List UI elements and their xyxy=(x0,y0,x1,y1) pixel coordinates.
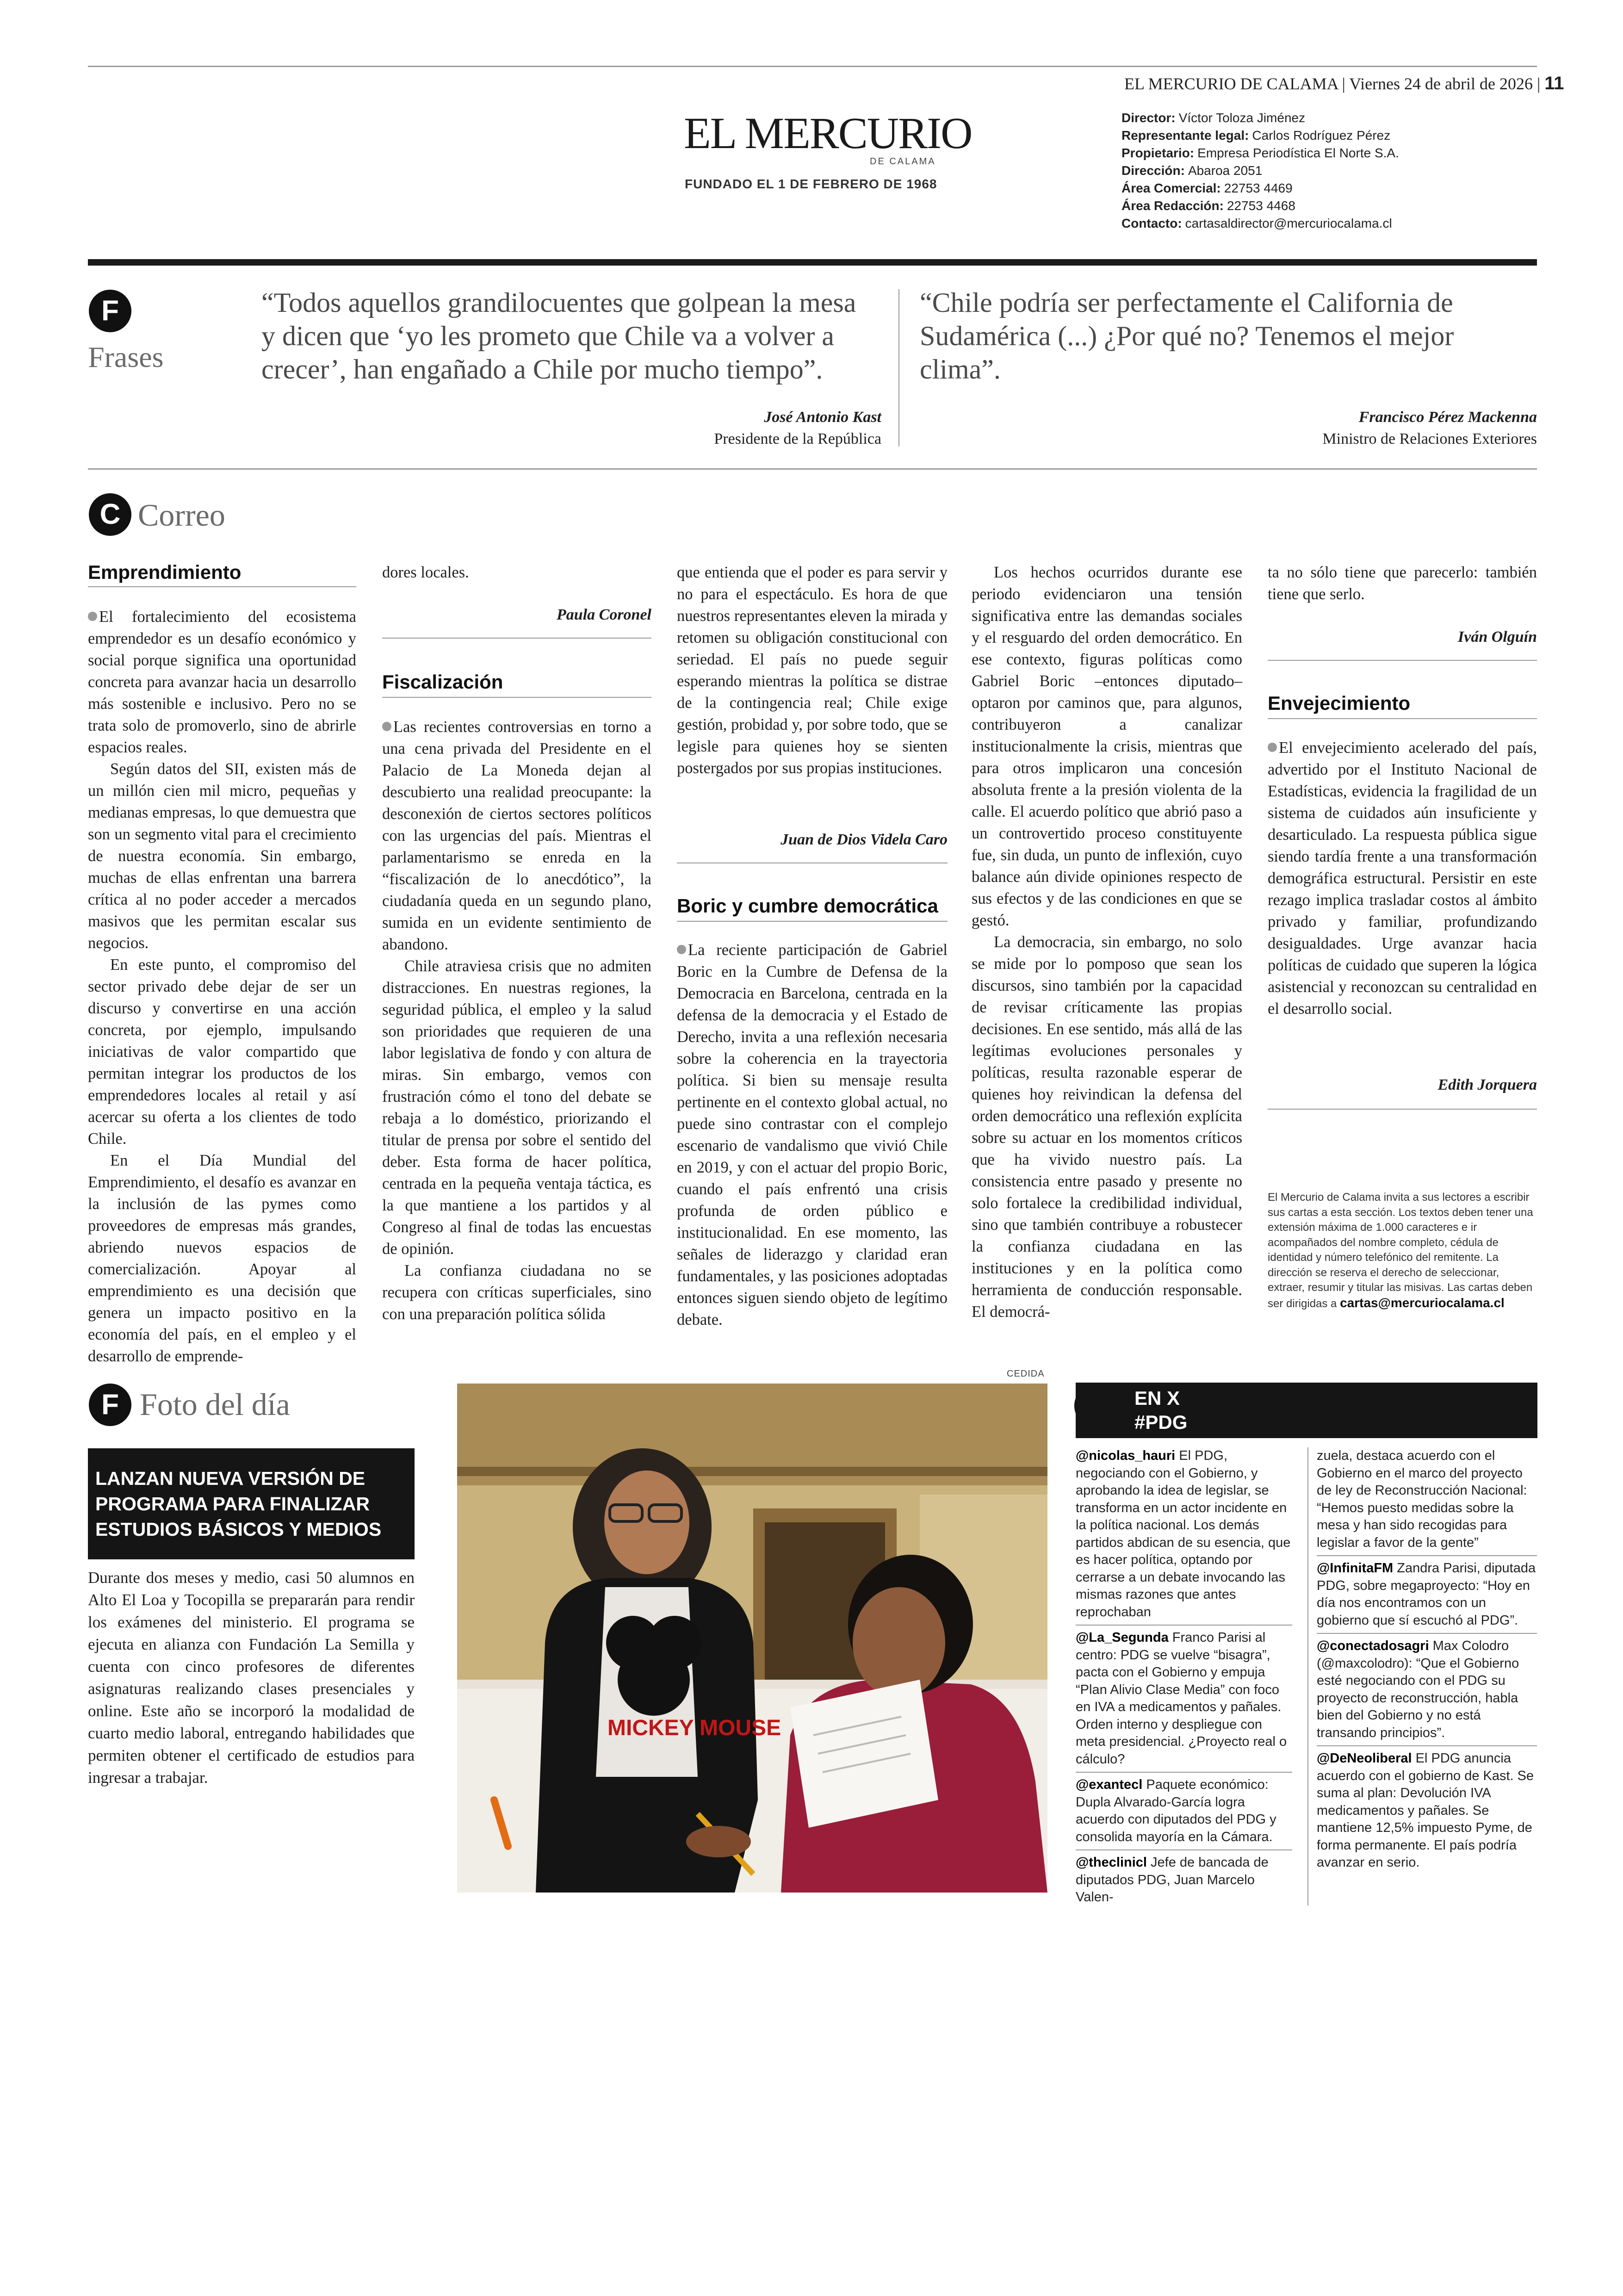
x-handle[interactable]: @nicolas_hauri xyxy=(1076,1448,1176,1463)
quote-1: “Todos aquellos grandilocuentes que golpean la mesa y dicen que ‘yo les prometo que Chile va a volver a crecer’, han engañado a Chile por mucho tiempo”. xyxy=(261,287,856,385)
frases-bottom-rule xyxy=(88,468,1537,470)
letter-heading-boric: Boric y cumbre democrática xyxy=(677,895,938,917)
correo-badge: C xyxy=(89,493,131,536)
masthead: EL MERCURIO xyxy=(684,108,972,158)
letter-heading-emprendimiento: Emprendimiento xyxy=(88,561,242,583)
x-post: @conectadosagri Max Colodro (@maxcolodro): “Que el Gobierno esté negociando con el PDG su proyecto de reconstrucción, habla bien del Gobierno y no está transando principios”. xyxy=(1317,1638,1519,1740)
x-post: zuela, destaca acuerdo con el Gobierno en el marco del proyecto de ley de Reconstrucción Nacional: “Hemos puesto medidas sobre la mesa y han sido recogidas para legislar a favor de la gente” xyxy=(1317,1448,1527,1550)
folio-date: Viernes 24 de abril de 2026 xyxy=(1349,74,1533,93)
heading-underline xyxy=(1268,718,1537,719)
letter-body-boric: La reciente participación de Gabriel Boric en la Cumbre de Defensa de la Democracia en Barcelona, centrada en la defensa de la democracia y el Estado de Derecho, invita a una reflexión necesaria sobre la coherencia en la trayectoria política. Si bien su mensaje resulta pertinente en el contexto global actual, no puede sino contrastar con el complejo escenario de vandalismo que vivió Chile en 2019, y con el actuar del propio Boric, cuando el país enfrentó una crisis profunda de orden público e institucionalidad. En ese momento, las señales de liderazgo y claridad eran fundamentales, y las posiciones adoptadas entonces siguen siendo objeto de legítimo debate. xyxy=(677,941,948,1328)
photo-credit: CEDIDA xyxy=(1007,1369,1045,1379)
quote-1-role: Presidente de la República xyxy=(714,430,881,447)
signature-ivan-olguin: Iván Olguín xyxy=(1458,628,1537,645)
letter-heading-envejecimiento: Envejecimiento xyxy=(1268,692,1411,714)
letter-divider xyxy=(382,638,651,639)
x-post-divider xyxy=(1076,1772,1292,1773)
photo-of-the-day xyxy=(457,1384,1047,1893)
letters-notice: El Mercurio de Calama invita a sus lectores a escribir sus cartas a esta sección. Los textos deben tener una extensión máxima de 1.000 caracteres e ir acompañados del nombre completo, cédula de identidad y número telefónico del remitente. La dirección se reserva el derecho de seleccionar, extraer, resumir y titular las misivas. Las cartas deben ser dirigidas a cartas@mercuriocalama.cl xyxy=(1268,1191,1533,1310)
foto-title: Foto del día xyxy=(140,1387,290,1422)
x-handle[interactable]: @La_Segunda xyxy=(1076,1630,1169,1645)
letters-email[interactable]: cartas@mercuriocalama.cl xyxy=(1340,1295,1505,1310)
photo-illustration xyxy=(457,1384,1047,1893)
header-thick-rule xyxy=(88,259,1537,266)
signature-videla: Juan de Dios Videla Caro xyxy=(781,831,948,848)
photo-caption: Durante dos meses y medio, casi 50 alumnos en Alto El Loa y Tocopilla se prepararán para rendir los exámenes del ministerio. El programa se ejecuta en alianza con Fundación La Semilla y cuenta con cinco profesores de diferentes asignaturas realizando clases presenciales y online. Este año se incorporó la modalidad de cuarto medio laboral, entregando habilidades que permiten obtener el certificado de estudios para ingresar a trabajar. xyxy=(88,1569,415,1787)
bullet-dot xyxy=(382,722,391,731)
x-post-divider xyxy=(1076,1849,1292,1850)
correo-title: Correo xyxy=(138,497,225,533)
x-post: @DeNeoliberal El PDG anuncia acuerdo con el gobierno de Kast. Se suma al plan: Devolución IVA medicamentos y pañales. Se mantiene 12,5% impuesto Pyme, de forma permanente. El país podría avanzar en serio. xyxy=(1317,1751,1534,1870)
page-number: 11 xyxy=(1544,73,1564,93)
staff-line: Contacto: cartasaldirector@mercuriocalama.cl xyxy=(1121,216,1392,230)
letter-continuation: dores locales. xyxy=(382,564,469,581)
letter-continuation: que entienda que el poder es para servir y no para el espectáculo. Es hora de que nuestros representantes eleven la mirada y retomen su obligación constitucional con seriedad. El país no puede seguir esperando mientras la política se distrae de la contingencia real; Chile exige gestión, probidad y, por sobre todo, que se legisle para quienes hoy se sienten postergados por sus propias instituciones. xyxy=(677,564,948,777)
x-post-divider xyxy=(1076,1625,1292,1626)
enx-posts-col1 xyxy=(1076,1447,1292,1906)
letter-body-fiscalizacion: Las recientes controversias en torno a una cena privada del Presidente en el Palacio de La Moneda dejan al descubierto una realidad preocupante: la desconexión de ciertos sectores políticos con las urgencias del país. Mientras el parlamentarismo se enreda en la “fiscalización de lo anecdótico”, la ciudadanía queda en un segundo plano, sumida en un evidente sentimiento de abandono. Chile atraviesa crisis que no admiten distracciones. En nuestras regiones, la seguridad pública, el empleo y la salud son prioridades que requieren de una labor legislativa de fondo y con altura de miras. Sin embargo, vemos con frustración cómo el tono del debate se rebaja a lo doméstico, priorizando el titular de prensa por sobre el sentido del deber. Esta forma de hacer política, centrada en la pequeña ventaja táctica, es la que mantiene a los partidos y al Congreso al final de todas las encuestas de opinión. La confianza ciudadana no se recupera con críticas superficiales, sino con una preparación política sólida xyxy=(382,718,651,1323)
signature-edith-jorquera: Edith Jorquera xyxy=(1437,1076,1537,1093)
letter-body-envejecimiento: El envejecimiento acelerado del país, advertido por el Instituto Nacional de Estadísticas, evidencia la fragilidad de un sistema de cuidados aún insuficiente y desarticulado. La respuesta pública sigue siendo tardía frente a una transformación demográfica estructural. Persistir en este rezago implica trasladar costos al ámbito privado y familiar, profundizando desigualdades. Urge avanzar hacia políticas de cuidado que superen la lógica asistencial y reconozcan su centralidad en el desarrollo social. xyxy=(1268,739,1537,1018)
frases-badge: F xyxy=(89,290,131,332)
letter-divider xyxy=(1268,1109,1537,1110)
staff-line: Área Redacción: 22753 4468 xyxy=(1121,199,1295,213)
letter-continuation: ta no sólo tiene que parecerlo: también tiene que serlo. xyxy=(1268,564,1537,603)
quote-2: “Chile podría ser perfectamente el California de Sudamérica (...) ¿Por qué no? Tenemos el mejor clima”. xyxy=(920,287,1454,385)
frases-title: Frases xyxy=(88,341,164,373)
enx-column-divider xyxy=(1307,1447,1308,1905)
photo-headline: LANZAN NUEVA VERSIÓN DE PROGRAMA PARA FINALIZAR ESTUDIOS BÁSICOS Y MEDIOS xyxy=(95,1468,382,1540)
enx-title: EN X #PDG xyxy=(1134,1387,1188,1433)
top-rule xyxy=(88,66,1537,67)
x-post-divider xyxy=(1317,1745,1537,1746)
letter-body-boric-cont: Los hechos ocurridos durante ese periodo evidenciaron una tensión significativa entre las demandas sociales y el resguardo del orden democrático. En ese contexto, figuras políticas como Gabriel Boric –entonces diputado– optaron por caminos que, para algunos, contribuyeron a canalizar institucionalmente la crisis, mientras que para otros implicaron una concesión absoluta frente a la presión violenta de la calle. El acuerdo político que abrió paso a un controvertido proceso constituyente fue, sin duda, un punto de inflexión, cuyo balance aún divide opiniones respecto de sus efectos y de las condiciones en que se gestó. La democracia, sin embargo, no solo se mide por lo pomposo que sean los discursos, sino también por la capacidad de revisar críticamente las propias decisiones. En ese sentido, más allá de las legítimas evoluciones personales y políticas, resulta razonable esperar de quienes hoy reivindican la defensa del orden democrático una reflexión explícita sobre su actuar en los momentos críticos que ha vivido nuestro país. La consistencia entre pasado y presente no solo fortalece la credibilidad individual, sino que también contribuye a robustecer la confianza ciudadana en las instituciones y en la política como herramienta de conducción responsable. El democrá- xyxy=(972,564,1242,1321)
x-post: @exantecl Paquete económico: Dupla Alvarado-García logra acuerdo con diputados del PDG y consolida mayoría en la Cámara. xyxy=(1076,1777,1276,1844)
letter-heading-fiscalizacion: Fiscalización xyxy=(382,671,503,693)
staff-box xyxy=(1121,109,1399,232)
staff-line: Representante legal: Carlos Rodríguez Pérez xyxy=(1121,128,1391,143)
x-post: @La_Segunda Franco Parisi al centro: PDG se vuelve “bisagra”, pacta con el Gobierno y empuja “Plan Alivio Clase Media” con foco en IVA a medicamentos y pañales. Orden interno y despliegue con meta presidencial. ¿Proyecto real o cálculo? xyxy=(1076,1630,1287,1767)
x-post: @nicolas_hauri El PDG, negociando con el Gobierno, y aprobando la idea de legislar, se transforma en un actor incidente en la política nacional. Los demás partidos abdican de su esencia, que es hacer política, optando por cerrarse a un debate invocando las mismas razones que antes reprochaban xyxy=(1076,1448,1291,1620)
x-handle[interactable]: @conectadosagri xyxy=(1317,1638,1429,1653)
heading-underline xyxy=(382,697,651,698)
x-post: @InfinitaFM Zandra Parisi, diputada PDG, sobre megaproyecto: “Hoy en día nos encontramos con un gobierno que sí escuchó al PDG”. xyxy=(1317,1561,1536,1628)
x-post-divider xyxy=(1317,1633,1537,1634)
masthead-sub: DE CALAMA xyxy=(870,156,936,167)
quote-divider xyxy=(898,289,899,447)
quote-1-author: José Antonio Kast xyxy=(764,409,881,426)
founded-line: FUNDADO EL 1 DE FEBRERO DE 1968 xyxy=(685,177,937,191)
bullet-dot xyxy=(1268,743,1277,752)
quote-2-author: Francisco Pérez Mackenna xyxy=(1358,409,1537,426)
signature-paula-coronel: Paula Coronel xyxy=(557,606,651,623)
bullet-dot xyxy=(677,945,686,954)
staff-line: Dirección: Abaroa 2051 xyxy=(1121,163,1263,178)
x-handle[interactable]: @DeNeoliberal xyxy=(1317,1751,1412,1766)
folio-paper: EL MERCURIO DE CALAMA xyxy=(1124,74,1338,93)
enx-posts-col2 xyxy=(1317,1447,1537,1872)
staff-line: Propietario: Empresa Periodística El Norte S.A. xyxy=(1121,146,1399,160)
x-handle[interactable]: @theclinicl xyxy=(1076,1855,1147,1870)
folio: EL MERCURIO DE CALAMA | Viernes 24 de abril de 2026 | 11 xyxy=(1124,73,1564,93)
staff-line: Área Comercial: 22753 4469 xyxy=(1121,181,1293,195)
x-handle[interactable]: @exantecl xyxy=(1076,1777,1143,1792)
heading-underline xyxy=(88,586,356,587)
bullet-dot xyxy=(88,612,97,621)
shirt-print: MICKEY MOUSE xyxy=(607,1716,781,1740)
letter-divider xyxy=(1268,660,1537,661)
letter-body-emprendimiento: El fortalecimiento del ecosistema emprendedor es un desafío económico y social porque significa una oportunidad concreta para avanzar hacia un desarrollo más sostenible e inclusivo. Pero no se trata solo de promoverlo, sino de abrirle espacios reales. Según datos del SII, existen más de un millón cien mil micro, pequeñas y medianas empresas, lo que demuestra que son un segmento vital para el crecimiento de nuestra economía. Sin embargo, muchas de ellas enfrentan una barrera crítica al no poder acceder a mercados masivos que les permitan escalar sus negocios. En este punto, el compromiso del sector privado debe dejar de ser un discurso y convertirse en una acción concreta, por ejemplo, impulsando iniciativas de valor compartido que permitan integrar los productos de los emprendedores locales al retail y así acercar su oferta a los clientes de todo Chile. En el Día Mundial del Emprendimiento, el desafío es avanzar en la inclusión de las pymes como proveedores de empresas más grandes, abriendo nuevos espacios de comercialización. Apoyar al emprendimiento es una decisión que genera un impacto positivo en la economía del país, en el empleo y el desarrollo de emprende- xyxy=(88,608,356,1365)
x-handle[interactable]: @InfinitaFM xyxy=(1317,1561,1394,1576)
quote-2-role: Ministro de Relaciones Exteriores xyxy=(1322,430,1537,447)
staff-line: Director: Víctor Toloza Jiménez xyxy=(1121,111,1306,125)
heading-underline xyxy=(677,921,948,922)
foto-badge: F xyxy=(89,1384,131,1426)
x-post: @theclinicl Jefe de bancada de diputados PDG, Juan Marcelo Valen- xyxy=(1076,1855,1269,1905)
x-post-divider xyxy=(1317,1555,1537,1556)
